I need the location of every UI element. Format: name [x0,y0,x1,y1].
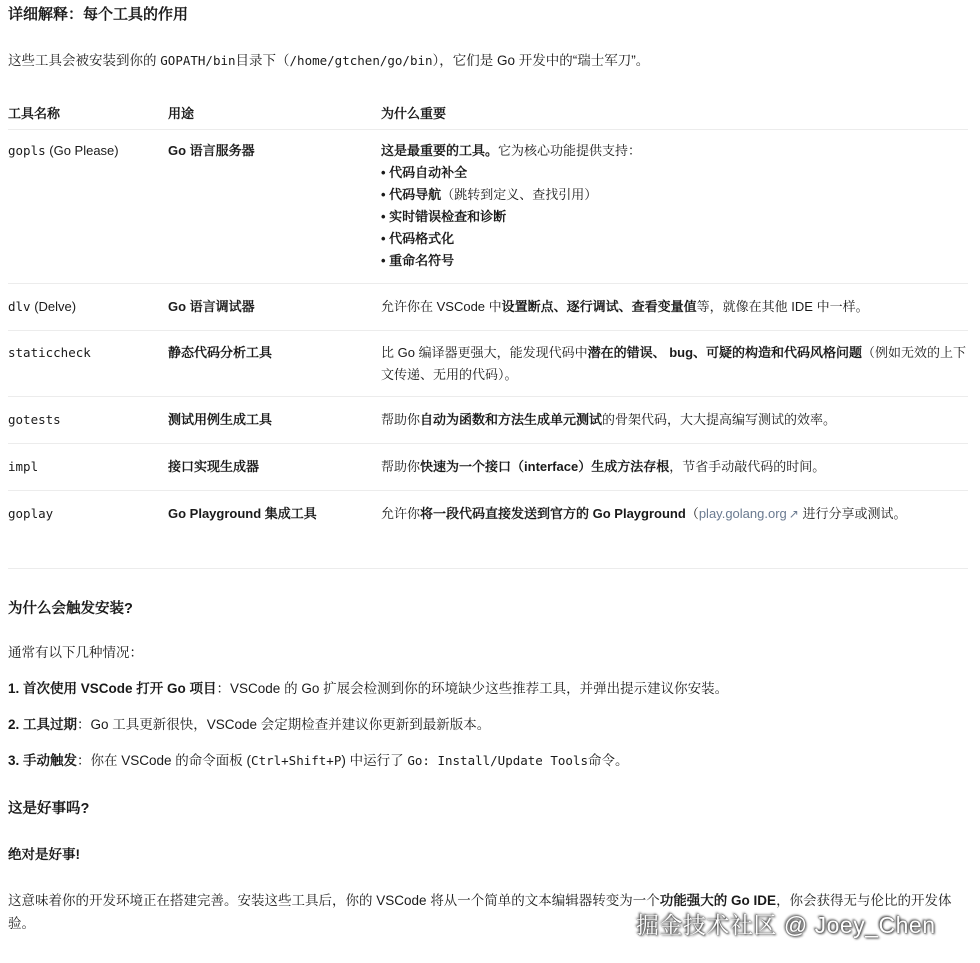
why-bold: 潜在的错误、 bug、可疑的构造和代码风格问题 [587,345,863,360]
intro-paragraph [8,49,649,69]
conclusion-text: ，你会获得无与伦比的开发体验。 [8,893,952,931]
table-row-gotests [8,397,968,444]
reason-text: 命令。 [587,753,629,768]
answer-text: 绝对是好事! [8,847,80,862]
command-code: Go: Install/Update Tools [407,753,588,768]
reason-bold: 工具过期 [23,717,78,732]
reason-item-1 [8,677,728,700]
header-why-important: 为什么重要 [381,95,968,130]
tool-code: gotests [8,412,61,427]
playground-link[interactable]: play.golang.org [698,506,787,521]
table-row-staticcheck [8,331,968,397]
tool-code: goplay [8,506,54,521]
gopath-code: GOPATH/bin [160,53,236,68]
tool-code: gopls [8,143,46,158]
tool-why-cell [381,331,968,397]
header-tool-name: 工具名称 [8,95,168,130]
why-text: 比 Go 编译器更强大，能发现代码中 [381,345,588,360]
tool-why-cell [381,284,968,331]
reason-text: ：VSCode 的 Go 扩展会检测到你的环境缺少这些推荐工具，并弹出提示建议你安装。 [216,681,729,696]
bin-path-code: /home/gtchen/go/bin [289,53,433,68]
feature-bold: 代码导航 [389,187,442,202]
intro-text: 目录下（ [235,53,290,68]
section-heading-good-thing: 这是好事吗? [8,801,90,817]
why-bold: 设置断点、逐行调试、查看变量值 [501,299,697,314]
why-text: 它为核心功能提供支持： [498,143,642,158]
reason-item-2 [8,713,490,736]
table-row-impl [8,444,968,491]
tool-purpose-cell: Go 语言服务器 [168,130,381,284]
tool-why-cell [381,491,968,538]
tool-why-cell [381,130,968,284]
reason-bold: 首次使用 VSCode 打开 Go 项目 [23,681,217,696]
tool-purpose-cell: 静态代码分析工具 [168,331,381,397]
tool-name-cell [8,444,168,491]
reason-bold: 手动触发 [23,753,78,768]
feature-item: • 重命名符号 [381,250,968,272]
why-text: 帮助你 [381,412,421,427]
tool-code: dlv [8,299,31,314]
intro-text: 这些工具会被安装到你的 [8,53,161,68]
tool-purpose-cell: 测试用例生成工具 [168,397,381,444]
external-link-icon[interactable]: ↗ [788,507,799,521]
feature-item: • 代码自动补全 [381,162,968,184]
why-text: 的骨架代码，大大提高编写测试的效率。 [602,412,837,427]
conclusion-text: 这意味着你的开发环境正在搭建完善。安装这些工具后，你的 VSCode 将从一个简单的文本编辑器转变为一个 [8,893,660,908]
tool-name-cell [8,284,168,331]
tool-why-cell [381,444,968,491]
intro-text: ），它们是 Go 开发中的“瑞士军刀”。 [432,53,650,68]
tool-code: impl [8,459,39,474]
tool-name-cell [8,331,168,397]
table-row-gopls [8,130,968,284]
conclusion-bold: 功能强大的 Go IDE [659,893,777,908]
tool-code: staticcheck [8,345,91,360]
reason-item-3 [8,749,628,772]
tool-name-cell [8,397,168,444]
list-number: 2. [8,717,24,732]
list-number: 3. [8,753,24,768]
watermark: 掘金技术社区 @ Joey_Chen [636,912,936,938]
section-heading-tools: 详细解释：每个工具的作用 [8,6,189,23]
why-bold: 这是最重要的工具。 [381,143,499,158]
table-row-goplay [8,491,968,538]
tool-alias: (Go Please) [45,143,119,158]
header-purpose: 用途 [168,95,381,130]
tool-purpose-cell: Go 语言调试器 [168,284,381,331]
why-text: 帮助你 [381,459,421,474]
why-text: （ [685,506,699,521]
list-number: 1. [8,681,24,696]
why-summary [381,140,968,162]
table-header-row [8,95,968,130]
tool-alias: (Delve) [30,299,77,314]
feature-list [381,162,968,272]
tool-purpose-cell: 接口实现生成器 [168,444,381,491]
reason-text: ：Go 工具更新很快，VSCode 会定期检查并建议你更新到最新版本。 [77,717,491,732]
section-divider [8,568,968,569]
why-install-intro: 通常有以下几种情况： [8,645,143,660]
tool-name-cell [8,491,168,538]
tools-table [8,95,968,537]
table-row-dlv [8,284,968,331]
why-bold: 自动为函数和方法生成单元测试 [420,412,603,427]
feature-item [381,184,968,206]
feature-item: • 代码格式化 [381,228,968,250]
section-heading-why-install: 为什么会触发安装? [8,601,133,617]
reason-text: ：你在 VSCode 的命令面板 ( [77,753,252,768]
tool-why-cell [381,397,968,444]
why-text: 等，就像在其他 IDE 中一样。 [696,299,869,314]
why-text: ，节省手动敲代码的时间。 [669,459,826,474]
tool-purpose-cell: Go Playground 集成工具 [168,491,381,538]
tool-name-cell [8,130,168,284]
reason-text: ) 中运行了 [341,753,408,768]
shortcut-code: Ctrl+Shift+P [251,753,342,768]
why-text: （例如无效的上下文传递、无用的代码）。 [381,345,967,382]
why-text: 允许你在 VSCode 中 [381,299,502,314]
why-bold: 快速为一个接口（interface）生成方法存根 [420,459,670,474]
why-text: 允许你 [381,506,421,521]
feature-detail: （跳转到定义、查找引用） [441,187,598,202]
why-bold: 将一段代码直接发送到官方的 Go Playground [420,506,686,521]
why-text: 进行分享或测试。 [802,506,907,521]
feature-item: • 实时错误检查和诊断 [381,206,968,228]
